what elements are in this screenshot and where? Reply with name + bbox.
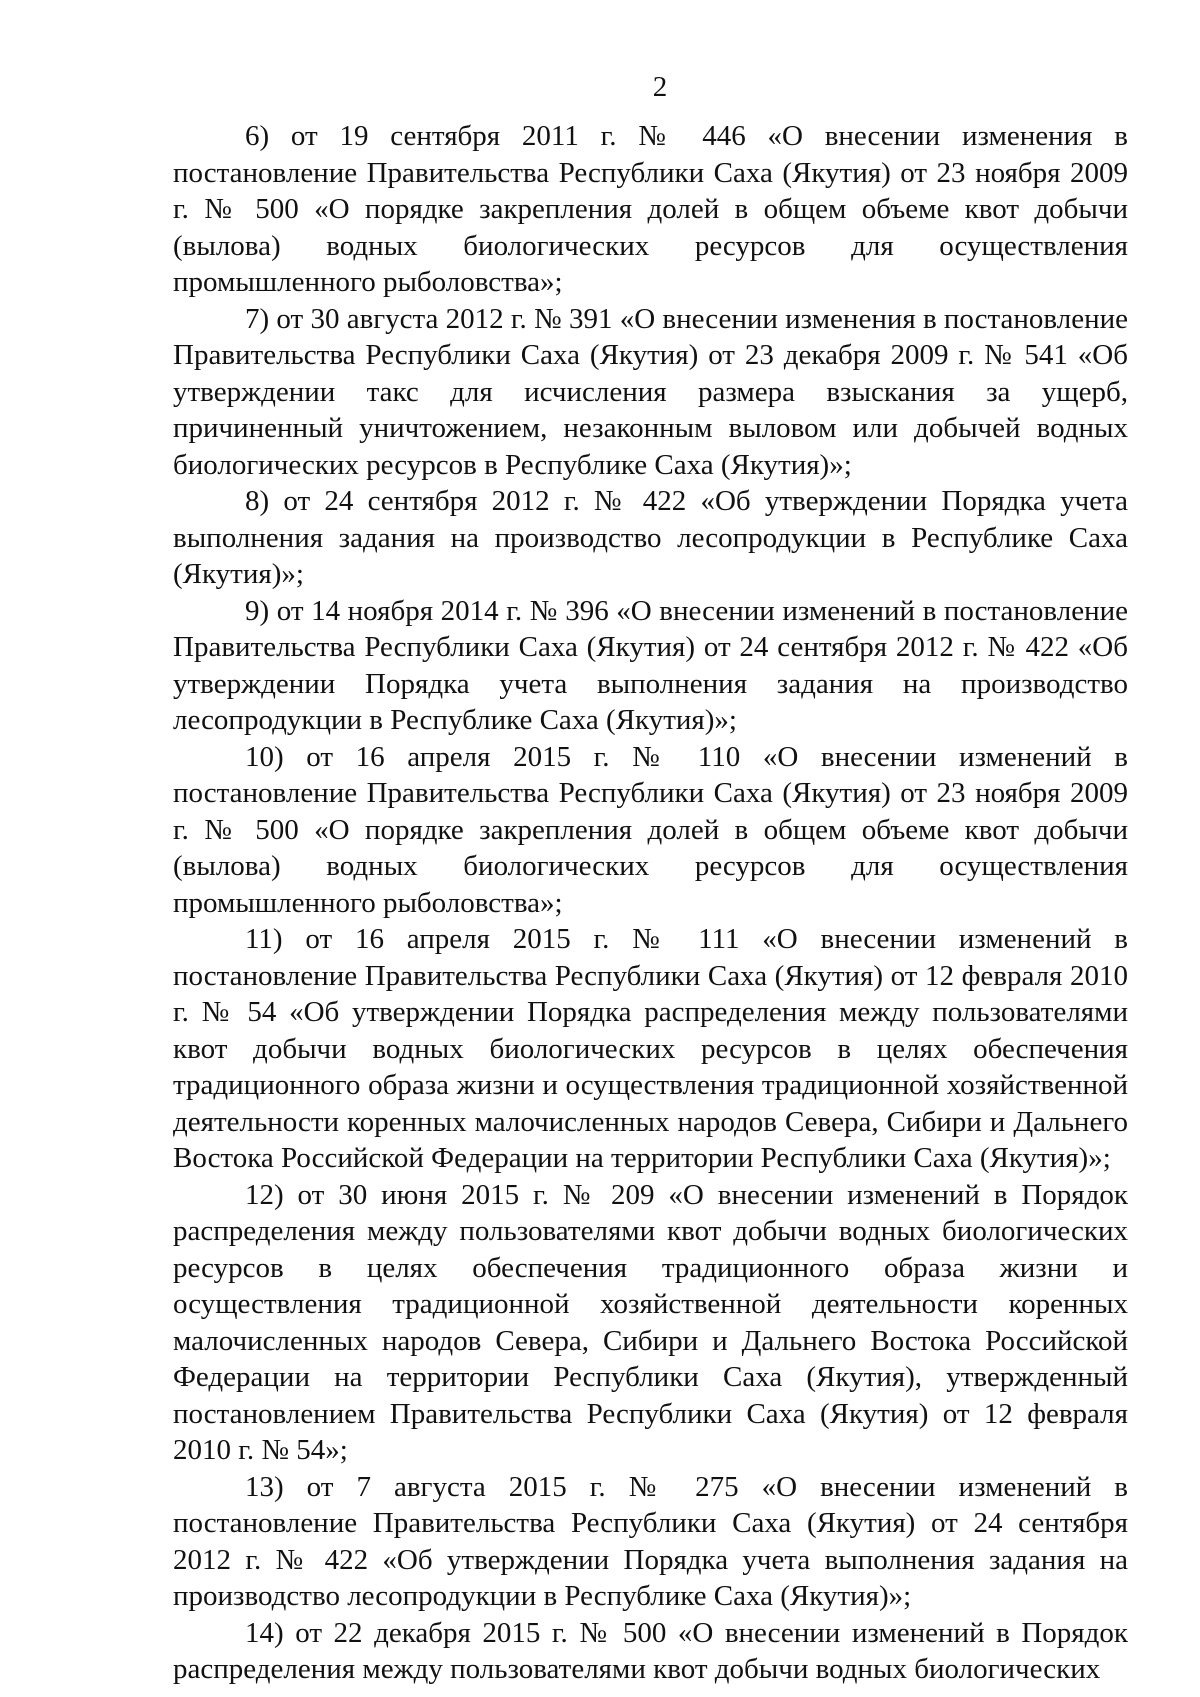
list-item: 12) от 30 июня 2015 г. № 209 «О внесении изменений в Порядок распределения между пользователями квот добычи водных биологических ресурсов в целях обеспечения традиционного образа жизни и осуществления традиционной хозяйственной деятельности коренных малочисленных народов Севера, Сибири и Дальнего Востока Российской Федерации на территории Республики Саха (Якутия), утвержденный постановлением Правительства Республики Саха (Якутия) от 12 февраля 2010 г. № 54»; bbox=[173, 1178, 1128, 1466]
list-item: 7) от 30 августа 2012 г. № 391 «О внесении изменения в постановление Правительства Республики Саха (Якутия) от 23 декабря 2009 г. № 541 «Об утверждении такс для исчисления размера взыскания за ущерб, причиненный уничтожением, незаконным выловом или добычей водных биологических ресурсов в Республике Саха (Якутия)»; bbox=[173, 302, 1128, 481]
page-number: 2 bbox=[652, 71, 668, 103]
document-body bbox=[173, 118, 1128, 1688]
list-item: 10) от 16 апреля 2015 г. № 110 «О внесении изменений в постановление Правительства Республики Саха (Якутия) от 23 ноября 2009 г. № 500 «О порядке закрепления долей в общем объеме квот добычи (вылова) водных биологических ресурсов для осуществления промышленного рыболовства»; bbox=[173, 740, 1128, 919]
list-item: 9) от 14 ноября 2014 г. № 396 «О внесении изменений в постановление Правительства Республики Саха (Якутия) от 24 сентября 2012 г. № 422 «Об утверждении Порядка учета выполнения задания на производство лесопродукции в Республике Саха (Якутия)»; bbox=[173, 594, 1128, 736]
list-item: 8) от 24 сентября 2012 г. № 422 «Об утверждении Порядка учета выполнения задания на производство лесопродукции в Республике Саха (Якутия)»; bbox=[173, 485, 1128, 590]
list-item: 13) от 7 августа 2015 г. № 275 «О внесении изменений в постановление Правительства Республики Саха (Якутия) от 24 сентября 2012 г. № 422 «Об утверждении Порядка учета выполнения задания на производство лесопродукции в Республике Саха (Якутия)»; bbox=[173, 1470, 1128, 1612]
list-item: 6) от 19 сентября 2011 г. № 446 «О внесении изменения в постановление Правительства Республики Саха (Якутия) от 23 ноября 2009 г. № 500 «О порядке закрепления долей в общем объеме квот добычи (вылова) водных биологических ресурсов для осуществления промышленного рыболовства»; bbox=[173, 120, 1128, 298]
list-item: 14) от 22 декабря 2015 г. № 500 «О внесении изменений в Порядок распределения между пользователями квот добычи водных биологических bbox=[173, 1616, 1128, 1685]
list-item: 11) от 16 апреля 2015 г. № 111 «О внесении изменений в постановление Правительства Республики Саха (Якутия) от 12 февраля 2010 г. № 54 «Об утверждении Порядка распределения между пользователями квот добычи водных биологических ресурсов в целях обеспечения традиционного образа жизни и осуществления традиционной хозяйственной деятельности коренных малочисленных народов Севера, Сибири и Дальнего Востока Российской Федерации на территории Республики Саха (Якутия)»; bbox=[173, 923, 1128, 1174]
